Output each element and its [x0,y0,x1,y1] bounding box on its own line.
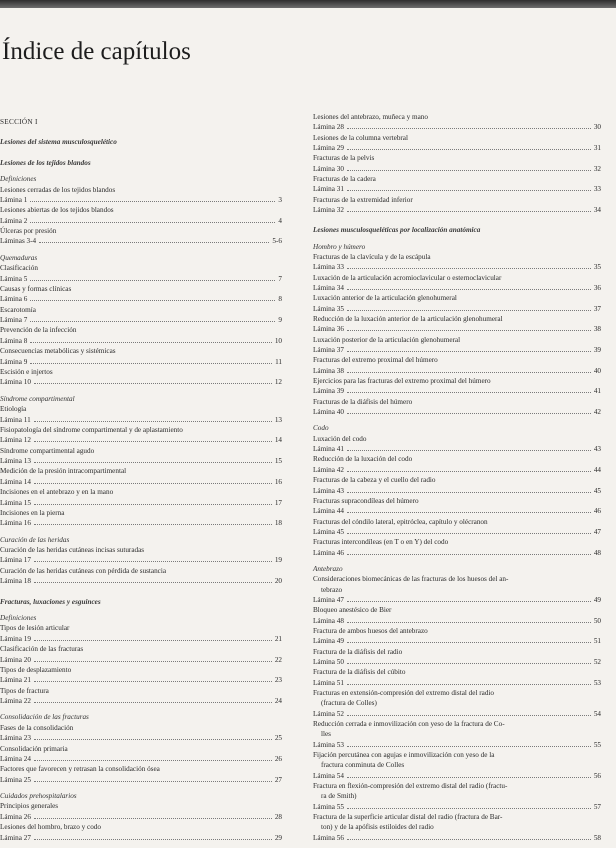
topic-title: Principios generales [0,802,59,811]
topic-title: Causas y formas clínicas [0,284,72,293]
plate-label: Lámina 51 [313,678,344,687]
topic-title: Fracturas de la pelvis [313,154,375,163]
left-toc-entry [0,834,282,842]
topic-title: Etiología [0,405,27,414]
page-number: 49 [593,595,601,604]
page-number: 8 [278,295,282,304]
topic-title: Tipos de fractura [0,686,49,695]
subsection-heading: Consolidación de las fracturas [0,713,89,722]
right-toc-entry [313,367,601,375]
dot-leader [347,528,591,534]
left-toc-entry [0,295,282,303]
part-heading: Lesiones del sistema musculosquelético [0,138,117,147]
topic-title: Clasificación [0,264,38,273]
page-number: 41 [593,387,601,396]
dot-leader [347,367,591,373]
dot-leader [34,755,272,761]
page-number: 51 [593,637,601,646]
plate-label: Láminas 3-4 [0,237,37,246]
dot-leader [30,358,272,364]
left-toc-entry [0,697,282,705]
page-number: 28 [274,812,282,821]
plate-label: Lámina 18 [0,577,31,586]
topic-title: Escarotomía [0,305,36,314]
page-number: 32 [593,164,601,173]
dot-leader [347,165,591,171]
left-toc-entry [0,337,282,345]
topic-title: Curación de las heridas cutáneas con pérdida de sustancia [0,566,167,575]
page-number: 55 [593,740,601,749]
topic-continuation: ra de Smith) [321,792,357,801]
subsection-heading: Definiciones [0,175,37,184]
topic-title: Síndrome compartimental agudo [0,446,95,455]
plate-label: Lámina 37 [313,346,344,355]
right-toc-entry [313,387,601,395]
left-toc-entry [0,676,282,684]
page-number: 48 [593,548,601,557]
dot-leader [30,217,275,223]
page-number: 16 [274,477,282,486]
topic-title: Fracturas de la extremidad inferior [313,195,413,204]
topic-title: Fractura de ambos huesos del antebrazo [313,626,428,635]
page-number: 20 [274,577,282,586]
topic-title: Fracturas intercondíleas (en T o en Y) del codo [313,538,449,547]
dot-leader [347,408,591,414]
dot-leader [347,346,591,352]
topic-title: Fracturas de la clavícula y de la escápula [313,253,431,262]
dot-leader [347,387,591,393]
dot-leader [30,196,275,202]
left-toc-entry [0,734,282,742]
subsection-heading: Quemaduras [0,253,38,262]
page-number: 3 [278,195,282,204]
dot-leader [30,316,275,322]
dot-leader [34,635,272,641]
left-toc-entry [0,196,282,204]
plate-label: Lámina 50 [313,657,344,666]
page-number: 33 [593,185,601,194]
right-toc-entry [313,803,601,811]
right-toc-entry [313,466,601,474]
left-toc-entry [0,275,282,283]
topic-title: Lesiones abiertas de los tejidos blandos [0,206,114,215]
dot-leader [34,416,272,422]
topic-title: Lesiones del hombro, brazo y codo [0,823,101,832]
section-label: SECCIÓN I [0,118,38,126]
right-toc-entry [313,617,601,625]
page-number: 43 [593,445,601,454]
page-number: 22 [274,655,282,664]
plate-label: Lámina 34 [313,284,344,293]
page-number: 14 [274,436,282,445]
right-toc-entry [313,528,601,536]
left-toc-entry [0,556,282,564]
page-number: 52 [593,657,601,666]
dot-leader [34,519,272,525]
topic-title: Consolidación primaria [0,744,68,753]
plate-label: Lámina 47 [313,595,344,604]
topic-title: Luxación posterior de la articulación glenohumeral [313,335,461,344]
right-toc-entry [313,741,601,749]
topic-title: Fracturas del cóndilo lateral, epitróclea, capítulo y olécranon [313,517,488,526]
left-toc-entry [0,217,282,225]
dot-leader [347,803,591,809]
topic-continuation: ton) y de la apófisis estiloides del radio [321,823,434,832]
plate-label: Lámina 19 [0,634,31,643]
dot-leader [347,185,591,191]
dot-leader [34,834,272,840]
right-toc-entry [313,346,601,354]
dot-leader [34,656,272,662]
dot-leader [30,295,275,301]
topic-title: Reducción de la luxación del codo [313,455,413,464]
dot-leader [347,206,591,212]
topic-title: Factores que favorecen y retrasan la consolidación ósea [0,765,160,774]
plate-label: Lámina 55 [313,802,344,811]
topic-title: Ejercicios para las fracturas del extremo proximal del húmero [313,377,491,386]
right-toc-entry [313,834,601,842]
topic-title: Fracturas del extremo proximal del húmero [313,356,438,365]
plate-label: Lámina 7 [0,316,28,325]
page-number: 38 [593,325,601,334]
dot-leader [34,577,272,583]
right-toc-entry [313,284,601,292]
plate-label: Lámina 36 [313,325,344,334]
left-toc-entry [0,755,282,763]
dot-leader [34,499,272,505]
left-toc-entry [0,635,282,643]
subsection-heading: Curación de las heridas [0,535,70,544]
subsection-heading: Antebrazo [313,564,343,573]
right-toc-entry [313,206,601,214]
dot-leader [347,710,591,716]
right-toc-entry [313,123,601,131]
plate-label: Lámina 24 [0,754,31,763]
topic-title: Fracturas de la diáfisis del húmero [313,397,413,406]
plate-label: Lámina 31 [313,185,344,194]
page-number: 5-6 [272,237,282,246]
topic-title: Prevención de la infección [0,326,77,335]
page-number: 40 [593,366,601,375]
dot-leader [347,617,591,623]
page-number: 50 [593,616,601,625]
page-number: 24 [274,697,282,706]
plate-label: Lámina 32 [313,206,344,215]
topic-title: Curación de las heridas cutáneas incisas suturadas [0,546,145,555]
plate-label: Lámina 15 [0,498,31,507]
plate-label: Lámina 2 [0,216,28,225]
plate-label: Lámina 48 [313,616,344,625]
dot-leader [30,337,271,343]
page-number: 7 [278,274,282,283]
page-number: 53 [593,678,601,687]
plate-label: Lámina 28 [313,123,344,132]
dot-leader [347,487,591,493]
plate-label: Lámina 29 [313,144,344,152]
right-toc-entry [313,263,601,271]
left-toc-entry [0,478,282,486]
left-toc-entry [0,416,282,424]
dot-leader [347,466,591,472]
plate-label: Lámina 35 [313,304,344,313]
page-number: 9 [278,316,282,325]
dot-leader [34,378,272,384]
plate-label: Lámina 5 [0,274,28,283]
left-toc-entry [0,358,282,366]
plate-label: Lámina 9 [0,357,28,366]
topic-title: Fijación percutánea con agujas e inmovilización con yeso de la [313,750,495,759]
topic-title: Lesiones de la columna vertebral [313,133,408,142]
plate-label: Lámina 56 [313,833,344,842]
subsection-heading: Codo [313,424,329,433]
right-toc-entry [313,185,601,193]
dot-leader [34,734,272,740]
plate-label: Lámina 33 [313,263,344,272]
right-toc-entry [313,408,601,416]
dot-leader [347,123,591,129]
right-toc-entry [313,507,601,515]
dot-leader [347,834,591,840]
plate-label: Lámina 54 [313,771,344,780]
topic-title: Luxación del codo [313,434,367,443]
right-toc-entry [313,165,601,173]
topic-title: Escisión e injertos [0,368,53,376]
plate-label: Lámina 16 [0,519,31,528]
dot-leader [347,325,591,331]
topic-continuation: tebrazo [321,585,343,594]
plate-label: Lámina 43 [313,486,344,495]
left-toc-entry [0,813,282,821]
page-number: 23 [274,676,282,685]
plate-label: Lámina 20 [0,655,31,664]
plate-label: Lámina 10 [0,378,31,387]
plate-label: Lámina 38 [313,366,344,375]
plate-label: Lámina 23 [0,734,31,743]
topic-title: Tipos de lesión articular [0,624,70,633]
right-toc-entry [313,679,601,687]
topic-title: Úlceras por presión [0,227,57,236]
part-heading: Fracturas, luxaciones y esguinces [0,597,101,606]
plate-label: Lámina 1 [0,195,28,204]
dot-leader [34,478,272,484]
dot-leader [347,507,591,513]
plate-label: Lámina 25 [0,775,31,784]
dot-leader [34,556,272,562]
right-toc-entry [313,487,601,495]
page-number: 45 [593,486,601,495]
plate-label: Lámina 26 [0,812,31,821]
page-number: 4 [278,216,282,225]
topic-title: Reducción cerrada e inmovilización con yeso de la fractura de Co- [313,719,505,728]
page-number: 26 [274,754,282,763]
left-toc-entry [0,316,282,324]
left-toc-entry [0,457,282,465]
page-number: 37 [593,304,601,313]
right-toc-entry [313,596,601,604]
dot-leader [30,275,275,281]
dot-leader [347,263,591,269]
left-toc-entry [0,776,282,784]
page-top-edge [0,0,616,8]
plate-label: Lámina 27 [0,833,31,842]
page-number: 12 [274,378,282,387]
page-number: 27 [274,775,282,784]
dot-leader [347,284,591,290]
right-toc-entry [313,325,601,333]
subsection-heading: Síndrome compartimental [0,394,75,403]
topic-title: Consideraciones biomecánicas de las fracturas de los huesos del an- [313,575,509,584]
topic-title: Fractura en flexión-compresión del extremo distal del radio (fractu- [313,781,508,790]
plate-label: Lámina 13 [0,457,31,466]
topic-title: Fracturas supracondíleas del húmero [313,496,419,505]
page-title: Índice de capítulos [2,38,191,65]
dot-leader [347,658,591,664]
plate-label: Lámina 53 [313,740,344,749]
dot-leader [347,679,591,685]
plate-label: Lámina 8 [0,336,28,345]
plate-label: Lámina 44 [313,507,344,516]
part-heading: Lesiones musculosqueléticas por localización anatómica [313,226,481,235]
topic-title: Luxación de la articulación acromioclavicular o esternoclavicular [313,273,502,282]
subsection-heading: Definiciones [0,614,37,622]
page-number: 21 [274,634,282,643]
topic-title: Clasificación de las fracturas [0,645,84,654]
right-toc-entry [313,710,601,718]
topic-title: Incisiones en el antebrazo y en la mano [0,488,114,497]
plate-label: Lámina 41 [313,445,344,454]
dot-leader [347,445,591,451]
page-number: 54 [593,709,601,718]
topic-title: Bloqueo anestésico de Bier [313,606,392,615]
topic-title: Fracturas de la cabeza y el cuello del radio [313,476,436,485]
page-number: 25 [274,734,282,743]
page-number: 44 [593,465,601,474]
plate-label: Lámina 39 [313,387,344,396]
dot-leader [34,457,272,463]
dot-leader [347,549,591,555]
plate-label: Lámina 30 [313,164,344,173]
dot-leader [347,637,591,643]
right-toc-entry [313,658,601,666]
plate-label: Lámina 22 [0,697,31,706]
page-number: 39 [593,346,601,355]
page-number: 13 [274,415,282,424]
topic-title: Medición de la presión intracompartimental [0,467,127,476]
right-toc-entry [313,305,601,313]
page-number: 30 [593,123,601,132]
page-number: 31 [593,144,601,152]
plate-label: Lámina 11 [0,415,31,424]
dot-leader [347,305,591,311]
topic-title: Fracturas en extensión-compresión del extremo distal del radio [313,688,495,697]
plate-label: Lámina 42 [313,465,344,474]
page-number: 56 [593,771,601,780]
page-number: 46 [593,507,601,516]
plate-label: Lámina 6 [0,295,28,304]
plate-label: Lámina 52 [313,709,344,718]
topic-title: Fractura de la superficie articular distal del radio (fractura de Bar- [313,812,503,821]
topic-continuation: (fractura de Colles) [321,699,377,708]
left-toc-entry [0,378,282,386]
right-toc-entry [313,445,601,453]
dot-leader [34,676,272,682]
topic-title: Incisiones en la pierna [0,508,65,517]
topic-title: Fractura de la diáfisis del radio [313,647,403,656]
part-heading: Lesiones de los tejidos blandos [0,158,91,167]
plate-label: Lámina 14 [0,477,31,486]
topic-title: Luxación anterior de la articulación glenohumeral [313,294,457,303]
dot-leader [347,741,591,747]
page-number: 29 [274,833,282,842]
left-toc-entry [0,519,282,527]
plate-label: Lámina 46 [313,548,344,557]
right-toc-entry [313,144,601,152]
page-number: 10 [274,336,282,345]
dot-leader [34,776,272,782]
left-toc-entry [0,436,282,444]
topic-title: Fracturas de la cadera [313,175,376,184]
page-number: 35 [593,263,601,272]
page-number: 34 [593,206,601,215]
topic-title: Fisiopatología del síndrome compartimental y de aplastamiento [0,425,183,434]
right-toc-entry [313,549,601,557]
page-number: 47 [593,527,601,536]
page-number: 15 [274,457,282,466]
left-toc-entry [0,499,282,507]
subsection-heading: Cuidados prehospitalarios [0,792,77,801]
topic-continuation: lles [321,730,331,739]
page-number: 57 [593,802,601,811]
left-toc-entry [0,577,282,585]
topic-title: Fractura de la diáfisis del cúbito [313,668,406,677]
dot-leader [347,596,591,602]
left-toc-entry [0,656,282,664]
page-number: 11 [275,357,282,366]
topic-continuation: fractura conminuta de Colles [321,761,405,770]
plate-label: Lámina 17 [0,556,31,565]
page-number: 18 [274,519,282,528]
plate-label: Lámina 21 [0,676,31,685]
page-number: 17 [274,498,282,507]
right-toc-entry [313,772,601,780]
subsection-heading: Hombro y húmero [313,242,366,251]
plate-label: Lámina 40 [313,408,344,417]
page-number: 58 [593,833,601,842]
plate-label: Lámina 12 [0,436,31,445]
left-toc-entry [0,237,282,245]
dot-leader [39,237,269,243]
right-toc-entry [313,637,601,645]
page-number: 42 [593,408,601,417]
topic-title: Fases de la consolidación [0,723,74,732]
dot-leader [34,813,272,819]
plate-label: Lámina 49 [313,637,344,646]
topic-title: Tipos de desplazamiento [0,665,72,674]
topic-title: Reducción de la luxación anterior de la articulación glenohumeral [313,315,503,324]
page-number: 19 [274,556,282,565]
topic-title: Consecuencias metabólicas y sistémicas [0,347,116,356]
page-number: 36 [593,284,601,293]
dot-leader [347,144,591,150]
dot-leader [34,436,272,442]
plate-label: Lámina 45 [313,527,344,536]
dot-leader [34,697,272,703]
topic-title: Lesiones cerradas de los tejidos blandos [0,185,116,194]
dot-leader [347,772,591,778]
topic-title: Lesiones del antebrazo, muñeca y mano [313,113,428,121]
